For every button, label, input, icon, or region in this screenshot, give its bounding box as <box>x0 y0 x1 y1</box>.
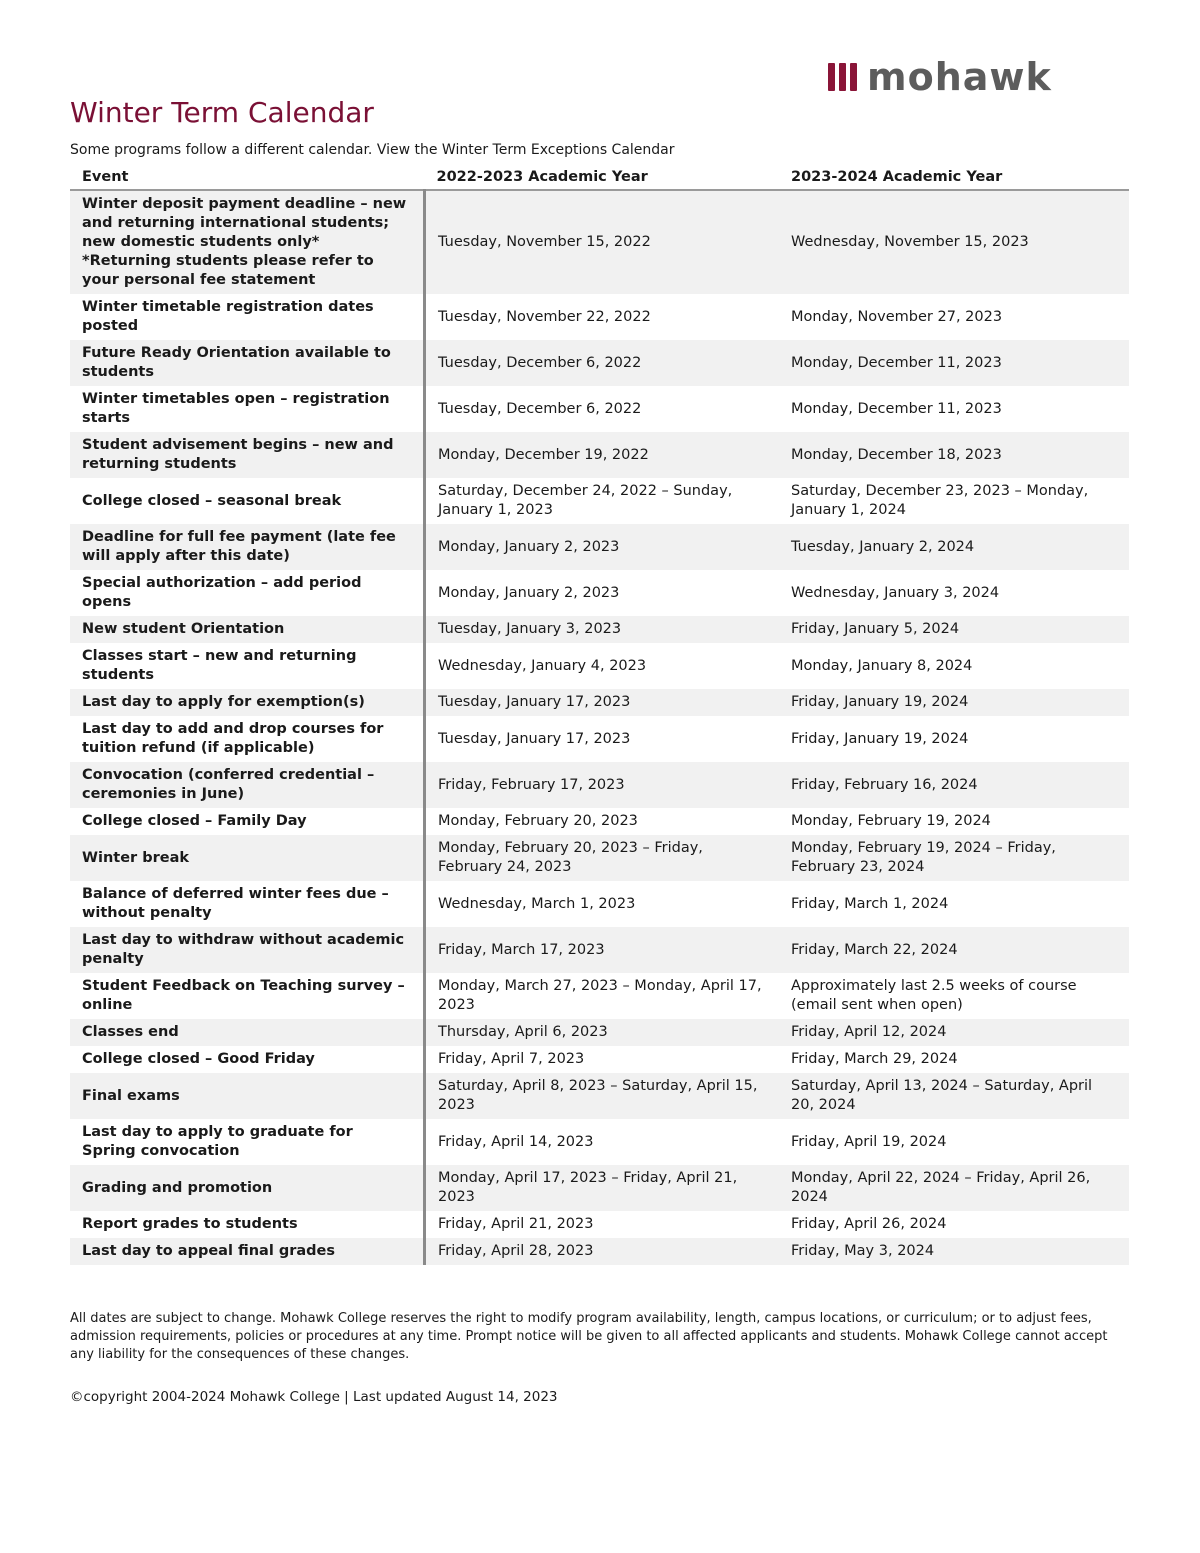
date-2023-2024-cell: Monday, January 8, 2024 <box>779 643 1129 689</box>
date-2022-2023-cell: Monday, January 2, 2023 <box>425 570 780 616</box>
event-cell: Winter break <box>70 835 425 881</box>
date-2023-2024-cell: Friday, April 19, 2024 <box>779 1119 1129 1165</box>
table-row <box>70 478 1129 524</box>
table-row <box>70 1165 1129 1211</box>
event-cell: Last day to withdraw without academic penalty <box>70 927 425 973</box>
table-row <box>70 190 1129 294</box>
date-2022-2023-cell: Friday, February 17, 2023 <box>425 762 780 808</box>
table-row <box>70 808 1129 835</box>
date-2023-2024-cell: Saturday, December 23, 2023 – Monday, January 1, 2024 <box>779 478 1129 524</box>
table-row <box>70 927 1129 973</box>
event-cell: New student Orientation <box>70 616 425 643</box>
date-2022-2023-cell: Tuesday, January 3, 2023 <box>425 616 780 643</box>
date-2023-2024-cell: Friday, January 19, 2024 <box>779 716 1129 762</box>
table-row <box>70 616 1129 643</box>
header-2022-2023: 2022-2023 Academic Year <box>425 165 780 190</box>
event-cell: Balance of deferred winter fees due – without penalty <box>70 881 425 927</box>
event-cell: Report grades to students <box>70 1211 425 1238</box>
date-2022-2023-cell: Monday, January 2, 2023 <box>425 524 780 570</box>
date-2022-2023-cell: Saturday, April 8, 2023 – Saturday, April 15, 2023 <box>425 1073 780 1119</box>
table-row <box>70 1238 1129 1265</box>
date-2023-2024-cell: Friday, January 5, 2024 <box>779 616 1129 643</box>
date-2022-2023-cell: Tuesday, November 22, 2022 <box>425 294 780 340</box>
disclaimer-text: All dates are subject to change. Mohawk College reserves the right to modify program availability, length, campus locations, or curriculum; or to adjust fees, admission requirements, policies or procedures at any time. Prompt notice will be given to all affected applicants and students. Mohawk College cannot accept any liability for the consequences of these changes. <box>70 1311 1108 1362</box>
date-2023-2024-cell: Friday, March 1, 2024 <box>779 881 1129 927</box>
table-row <box>70 524 1129 570</box>
date-2023-2024-cell: Monday, April 22, 2024 – Friday, April 26, 2024 <box>779 1165 1129 1211</box>
table-row <box>70 432 1129 478</box>
table-row <box>70 1211 1129 1238</box>
date-2023-2024-cell: Wednesday, January 3, 2024 <box>779 570 1129 616</box>
event-cell: Deadline for full fee payment (late fee will apply after this date) <box>70 524 425 570</box>
date-2023-2024-cell: Friday, January 19, 2024 <box>779 689 1129 716</box>
event-cell: Last day to add and drop courses for tuition refund (if applicable) <box>70 716 425 762</box>
page-subtitle: Some programs follow a different calendar. View the Winter Term Exceptions Calendar <box>70 142 675 158</box>
event-cell: Classes start – new and returning students <box>70 643 425 689</box>
event-cell: Future Ready Orientation available to students <box>70 340 425 386</box>
date-2023-2024-cell: Monday, December 18, 2023 <box>779 432 1129 478</box>
date-2022-2023-cell: Monday, April 17, 2023 – Friday, April 21, 2023 <box>425 1165 780 1211</box>
event-cell: Final exams <box>70 1073 425 1119</box>
table-row <box>70 643 1129 689</box>
table-row <box>70 1019 1129 1046</box>
mohawk-logo <box>828 55 1052 99</box>
date-2022-2023-cell: Monday, February 20, 2023 – Friday, February 24, 2023 <box>425 835 780 881</box>
date-2023-2024-cell: Friday, March 29, 2024 <box>779 1046 1129 1073</box>
date-2023-2024-cell: Monday, December 11, 2023 <box>779 386 1129 432</box>
date-2023-2024-cell: Friday, February 16, 2024 <box>779 762 1129 808</box>
table-row <box>70 340 1129 386</box>
date-2022-2023-cell: Saturday, December 24, 2022 – Sunday, January 1, 2023 <box>425 478 780 524</box>
table-row <box>70 716 1129 762</box>
logo-bars-icon <box>828 63 857 91</box>
date-2023-2024-cell: Wednesday, November 15, 2023 <box>779 190 1129 294</box>
date-2022-2023-cell: Friday, April 14, 2023 <box>425 1119 780 1165</box>
event-cell: Grading and promotion <box>70 1165 425 1211</box>
event-cell: Special authorization – add period opens <box>70 570 425 616</box>
date-2022-2023-cell: Tuesday, November 15, 2022 <box>425 190 780 294</box>
event-cell: Last day to appeal final grades <box>70 1238 425 1265</box>
date-2023-2024-cell: Tuesday, January 2, 2024 <box>779 524 1129 570</box>
table-row <box>70 689 1129 716</box>
date-2023-2024-cell: Approximately last 2.5 weeks of course (email sent when open) <box>779 973 1129 1019</box>
table-row <box>70 1046 1129 1073</box>
date-2022-2023-cell: Friday, April 7, 2023 <box>425 1046 780 1073</box>
event-cell: College closed – Good Friday <box>70 1046 425 1073</box>
table-row <box>70 762 1129 808</box>
table-row <box>70 386 1129 432</box>
date-2022-2023-cell: Tuesday, December 6, 2022 <box>425 386 780 432</box>
logo-wordmark: mohawk <box>867 55 1052 99</box>
date-2023-2024-cell: Monday, February 19, 2024 <box>779 808 1129 835</box>
event-cell: Last day to apply for exemption(s) <box>70 689 425 716</box>
calendar-table-body <box>70 190 1129 1265</box>
date-2022-2023-cell: Thursday, April 6, 2023 <box>425 1019 780 1046</box>
date-2023-2024-cell: Monday, December 11, 2023 <box>779 340 1129 386</box>
copyright-text: ©copyright 2004-2024 Mohawk College | Last updated August 14, 2023 <box>70 1389 558 1405</box>
event-cell: Winter deposit payment deadline – new and returning international students; new domestic students only* *Returning students please refer to your personal fee statement <box>70 190 425 294</box>
date-2022-2023-cell: Monday, March 27, 2023 – Monday, April 17, 2023 <box>425 973 780 1019</box>
calendar-table <box>70 165 1129 1265</box>
event-cell: Student advisement begins – new and returning students <box>70 432 425 478</box>
date-2022-2023-cell: Tuesday, December 6, 2022 <box>425 340 780 386</box>
date-2022-2023-cell: Friday, April 28, 2023 <box>425 1238 780 1265</box>
table-row <box>70 1073 1129 1119</box>
event-cell: Winter timetable registration dates posted <box>70 294 425 340</box>
table-row <box>70 835 1129 881</box>
date-2022-2023-cell: Wednesday, January 4, 2023 <box>425 643 780 689</box>
table-row <box>70 294 1129 340</box>
table-row <box>70 973 1129 1019</box>
table-header-row <box>70 165 1129 190</box>
event-cell: Winter timetables open – registration starts <box>70 386 425 432</box>
date-2022-2023-cell: Monday, December 19, 2022 <box>425 432 780 478</box>
event-cell: Student Feedback on Teaching survey – online <box>70 973 425 1019</box>
table-row <box>70 570 1129 616</box>
event-cell: College closed – seasonal break <box>70 478 425 524</box>
page-title: Winter Term Calendar <box>70 96 374 129</box>
date-2023-2024-cell: Friday, April 12, 2024 <box>779 1019 1129 1046</box>
date-2022-2023-cell: Wednesday, March 1, 2023 <box>425 881 780 927</box>
date-2023-2024-cell: Friday, May 3, 2024 <box>779 1238 1129 1265</box>
date-2022-2023-cell: Tuesday, January 17, 2023 <box>425 716 780 762</box>
table-row <box>70 1119 1129 1165</box>
date-2022-2023-cell: Tuesday, January 17, 2023 <box>425 689 780 716</box>
event-cell: Classes end <box>70 1019 425 1046</box>
date-2023-2024-cell: Friday, March 22, 2024 <box>779 927 1129 973</box>
date-2023-2024-cell: Saturday, April 13, 2024 – Saturday, April 20, 2024 <box>779 1073 1129 1119</box>
date-2023-2024-cell: Monday, November 27, 2023 <box>779 294 1129 340</box>
date-2022-2023-cell: Friday, March 17, 2023 <box>425 927 780 973</box>
table-row <box>70 881 1129 927</box>
event-cell: Convocation (conferred credential – ceremonies in June) <box>70 762 425 808</box>
header-event: Event <box>70 165 425 190</box>
date-2022-2023-cell: Monday, February 20, 2023 <box>425 808 780 835</box>
date-2022-2023-cell: Friday, April 21, 2023 <box>425 1211 780 1238</box>
event-cell: College closed – Family Day <box>70 808 425 835</box>
event-cell: Last day to apply to graduate for Spring convocation <box>70 1119 425 1165</box>
date-2023-2024-cell: Monday, February 19, 2024 – Friday, February 23, 2024 <box>779 835 1129 881</box>
header-2023-2024: 2023-2024 Academic Year <box>779 165 1129 190</box>
date-2023-2024-cell: Friday, April 26, 2024 <box>779 1211 1129 1238</box>
